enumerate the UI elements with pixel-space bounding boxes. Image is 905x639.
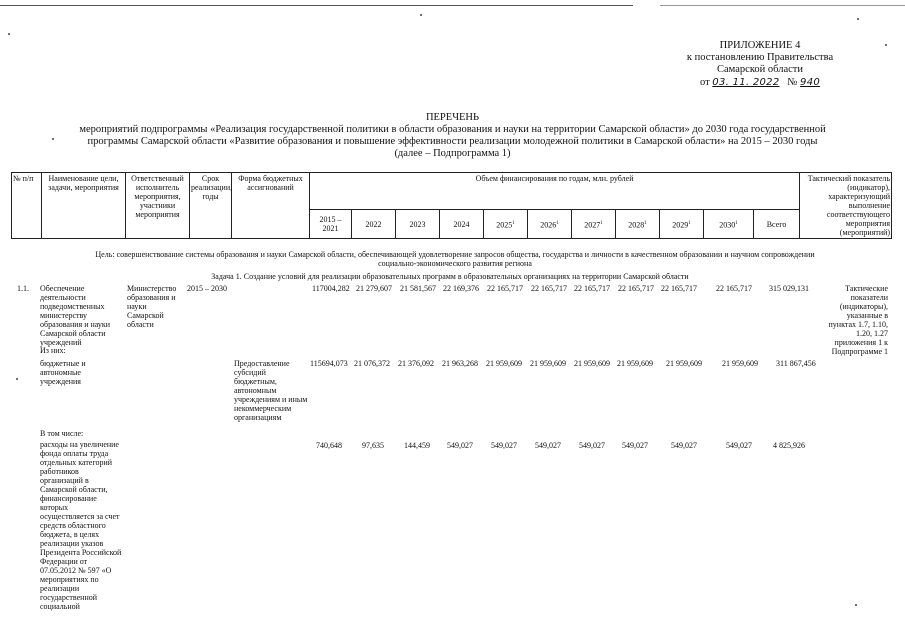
footnote-mark: 1 (512, 220, 515, 226)
year-2026-label: 2026 (540, 220, 557, 230)
value-2025: 22 165,717 (487, 284, 523, 293)
table-header (11, 172, 892, 239)
value-2028: 21 959,609 (617, 359, 653, 368)
appendix-header (640, 40, 880, 89)
header-funding: Объем финансирования по годам, млн. рублей (310, 173, 800, 210)
value-total: 311 867,456 (776, 359, 816, 368)
value-2026: 22 165,717 (531, 284, 567, 293)
appendix-line-region: Самарской области (717, 64, 803, 75)
handwritten-date: 03. 11. 2022 (712, 77, 780, 88)
row-number: 1.1. (17, 284, 29, 293)
value-total: 315 029,131 (769, 284, 809, 293)
value-2022: 21 279,607 (356, 284, 392, 293)
row-name: расходы на увеличение фонда оплаты труда отдельных категорий работников организаций в Самарской области, финансирование которых осуществляется за счет средств областного бюджета, в целях реализации указов Президента Российской Федерации от 07.05.2012 № 597 «О мероприятиях по реализации государственной социальной (40, 440, 122, 611)
title-line-4: (далее – Подпрограмма 1) (394, 148, 511, 159)
year-2027 (572, 210, 616, 239)
year-2023: 2023 (396, 210, 440, 239)
document-title (0, 112, 905, 160)
year-2028-label: 2028 (628, 220, 645, 230)
date-prefix: от (699, 77, 710, 88)
scan-speck (855, 604, 857, 606)
value-2025: 549,027 (491, 441, 517, 450)
value-2027: 21 959,609 (574, 359, 610, 368)
row-responsible: Министерство образования и науки Самарской области (127, 284, 177, 329)
header-form: Форма бюджетных ассигнований (232, 173, 310, 239)
value-2027: 22 165,717 (574, 284, 610, 293)
value-2025: 21 959,609 (486, 359, 522, 368)
goal-text: Цель: совершенствование системы образования и науки Самарской области, обеспечивающей удовлетворение запросов общества, государства и личности в качественном образовании и научном сопровождении социально-экономического развития региона (95, 250, 815, 268)
appendix-line-resolution: к постановлению Правительства (686, 52, 834, 63)
value-2015-2021: 115694,073 (310, 359, 348, 368)
value-2024: 549,027 (447, 441, 473, 450)
value-2029: 21 959,609 (666, 359, 702, 368)
year-2025 (484, 210, 528, 239)
appendix-date-number (640, 77, 880, 89)
value-2030: 21 959,609 (722, 359, 758, 368)
year-2024: 2024 (440, 210, 484, 239)
year-2025-label: 2025 (496, 220, 513, 230)
value-2024: 21 963,268 (442, 359, 478, 368)
value-2026: 549,027 (535, 441, 561, 450)
row-name: бюджетные и автономные учреждения (40, 359, 86, 386)
footnote-mark: 1 (556, 220, 559, 226)
handwritten-number: 940 (800, 77, 821, 88)
value-2024: 22 169,376 (443, 284, 479, 293)
value-2028: 22 165,717 (618, 284, 654, 293)
header-term: Срок реализации, годы (190, 173, 232, 239)
footnote-mark: 1 (644, 220, 647, 226)
including-label: В том числе: (40, 429, 84, 438)
task-text: Задача 1. Создание условий для реализации образовательных программ в образовательных организациях на территории Самарской области (211, 272, 689, 281)
scan-speck (420, 14, 422, 16)
footnote-mark: 1 (600, 220, 603, 226)
year-2026 (528, 210, 572, 239)
value-2015-2021: 740,648 (316, 441, 342, 450)
value-2022: 21 076,372 (354, 359, 390, 368)
year-total: Всего (754, 210, 800, 239)
row-name: Обеспечение деятельности подведомственных министерству образования и науки Самарской области учреждений (40, 284, 111, 347)
year-2030 (704, 210, 754, 239)
top-border-line-right (660, 5, 905, 6)
from-them-label: Из них: (40, 346, 66, 355)
header-responsible: Ответственный исполнитель мероприятия, участники мероприятия (126, 173, 190, 239)
appendix-title: ПРИЛОЖЕНИЕ 4 (719, 40, 801, 51)
year-2015-2021: 2015 – 2021 (310, 210, 352, 239)
header-num: № п/п (12, 173, 42, 239)
value-2027: 549,027 (579, 441, 605, 450)
row-indicator: Тактические показатели (индикаторы), указанные в пунктах 1.7, 1.10, 1.20, 1.27 приложения 1 к Подпрограмме 1 (828, 284, 888, 356)
header-name: Наименование цели, задачи, мероприятия (42, 173, 126, 239)
title-line-2: мероприятий подпрограммы «Реализация государственной политики в области образования и науки на территории Самарской области» до 2030 года государственной (79, 124, 826, 135)
year-2029 (660, 210, 704, 239)
footnote-mark: 1 (735, 220, 738, 226)
value-2023: 144,459 (404, 441, 430, 450)
value-2022: 97,635 (362, 441, 384, 450)
row-term: 2015 – 2030 (187, 284, 227, 293)
scan-speck (16, 378, 18, 380)
value-total: 4 825,926 (773, 441, 805, 450)
year-2029-label: 2029 (672, 220, 689, 230)
year-2022: 2022 (352, 210, 396, 239)
value-2029: 22 165,717 (661, 284, 697, 293)
number-prefix: № (787, 77, 798, 88)
value-2026: 21 959,609 (530, 359, 566, 368)
value-2030: 549,027 (726, 441, 752, 450)
year-2027-label: 2027 (584, 220, 601, 230)
value-2028: 549,027 (622, 441, 648, 450)
scan-speck (8, 33, 10, 35)
header-indicator: Тактический показатель (индикатор), характеризующий выполнение соответствующего мероприятия (мероприятий) (800, 173, 892, 239)
scan-speck (857, 18, 859, 20)
scan-speck (52, 138, 54, 140)
footnote-mark: 1 (688, 220, 691, 226)
title-line-3: программы Самарской области «Развитие образования и повышение эффективности реализации молодежной политики в Самарской области» на 2015 – 2030 годы (87, 136, 818, 147)
table-body (0, 243, 905, 639)
value-2029: 549,027 (671, 441, 697, 450)
row-form: Предоставление субсидий бюджетным, автономным учреждениям и иным некоммерческим организациям (234, 359, 308, 422)
value-2015-2021: 117004,282 (312, 284, 350, 293)
value-2030: 22 165,717 (716, 284, 752, 293)
top-border-line (0, 5, 633, 6)
value-2023: 21 376,092 (398, 359, 434, 368)
year-2028 (616, 210, 660, 239)
year-2030-label: 2030 (719, 220, 736, 230)
value-2023: 21 581,567 (400, 284, 436, 293)
title-heading: ПЕРЕЧЕНЬ (425, 112, 480, 123)
scan-speck (885, 44, 887, 46)
